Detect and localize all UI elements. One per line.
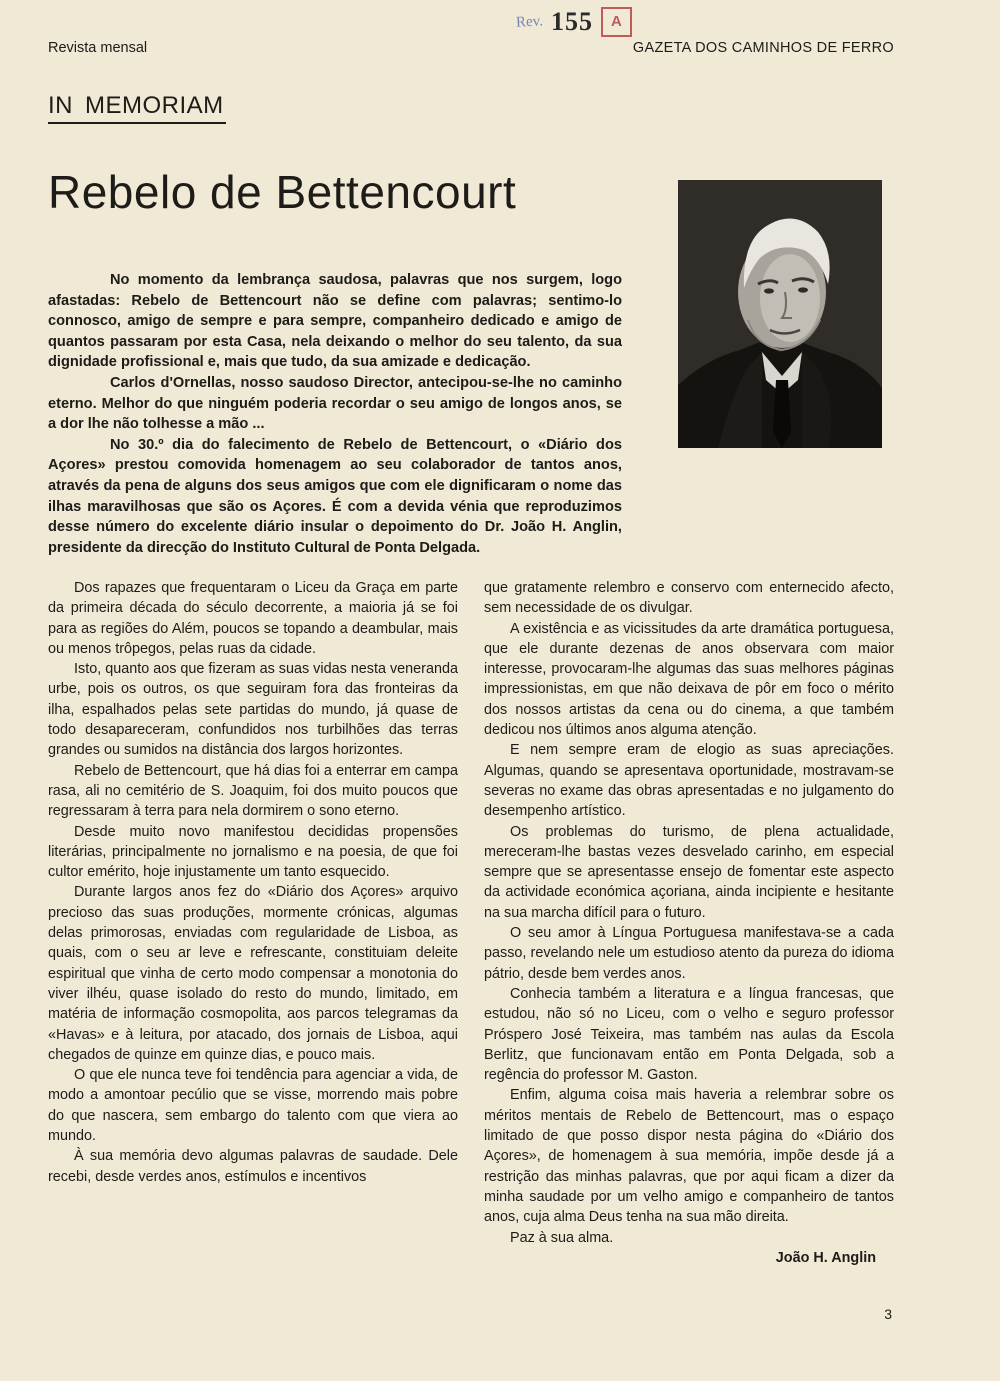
body-paragraph: Enfim, alguma coisa mais haveria a relembrar sobre os méritos mentais de Rebelo de Bettencourt, mas o espaço limitado de que posso dispor nesta página do «Diário dos Açores», de homenagem à sua memória, impõe desde já a restrição das minhas palavras, que por aqui ficam a dizer da minha saudade por um velho amigo e companheiro de tantos anos, cuja alma Deus tenha na sua mão direita. — [484, 1087, 894, 1226]
section-word-1: IN — [48, 92, 73, 119]
intro-paragraph: Carlos d'Ornellas, nosso saudoso Director, antecipou-se-lhe no caminho eterno. Melhor do que ninguém poderia recordar o seu amigo de longos anos, se a dor lhe não tolhesse a mão ... — [48, 374, 622, 433]
header-left: Revista mensal — [48, 40, 148, 56]
body-column-right — [484, 578, 894, 1268]
body-column-left — [48, 578, 458, 1187]
closing-line: Paz à sua alma. — [510, 1229, 614, 1246]
page-number: 3 — [884, 1306, 892, 1322]
stamp-letter: A — [601, 7, 632, 37]
stamp-number: 155 — [550, 7, 593, 36]
body-paragraph: Isto, quanto aos que fizeram as suas vidas nesta veneranda urbe, pois os outros, os que seguiram fora das fronteiras da ilha, espalhados pelas sete partidas do mundo, já quase de todo desapareceram, confundidos nos turbilhões das terras grandes ou sumidos na distância dos largos horizontes. — [48, 661, 458, 759]
section-word-2: MEMORIAM — [85, 92, 224, 119]
author-signature: João H. Anglin — [775, 1249, 876, 1266]
body-paragraph: Desde muito novo manifestou decididas propensões literárias, principalmente no jornalismo e na poesia, de que foi cultor emérito, hoje injustamente um tanto esquecido. — [48, 823, 458, 881]
body-paragraph: À sua memória devo algumas palavras de saudade. Dele recebi, desde verdes anos, estímulos e incentivos — [48, 1148, 458, 1185]
intro-paragraph: No momento da lembrança saudosa, palavras que nos surgem, logo afastadas: Rebelo de Bettencourt não se define com palavras; sentimo-lo connosco, amigo de sempre e para sempre, companheiro dedicado e amigo de quantos passaram por esta Casa, nela deixando o melhor do seu talento, da sua dignidade profissional e, mais que tudo, da sua amizade e dedicação. — [48, 272, 622, 371]
intro-paragraph: No 30.º dia do falecimento de Rebelo de Bettencourt, o «Diário dos Açores» prestou comovida homenagem ao seu colaborador de tantos anos, através da pena de alguns dos seus amigos que com ele dignificaram o nome das ilhas maravilhosas que são os Açores. É com a devida vénia que reproduzimos desse número do excelente diário insular o depoimento do Dr. João H. Anglin, presidente da direcção do Instituto Cultural de Ponta Delgada. — [48, 436, 622, 556]
body-paragraph: O seu amor à Língua Portuguesa manifestava-se a cada passo, revelando nele um estudioso atento da pureza do idioma pátrio, desde bem verdes anos. — [484, 925, 894, 982]
archive-stamp — [516, 6, 632, 38]
body-paragraph: que gratamente relembro e conservo com enternecido afecto, sem necessidade de os divulgar. — [484, 580, 894, 617]
intro-text — [48, 270, 622, 558]
header-right: GAZETA DOS CAMINHOS DE FERRO — [632, 40, 894, 56]
portrait-photo — [678, 180, 882, 448]
body-paragraph: Rebelo de Bettencourt, que há dias foi a enterrar em campa rasa, ali no cemitério de S. Joaquim, foi dos muito poucos que regressaram à terra para nela dormirem o sono eterno. — [48, 762, 458, 820]
body-paragraph: Dos rapazes que frequentaram o Liceu da Graça em parte da primeira década do século decorrente, a maioria já se foi para as regiões do Além, poucos se topando a deambular, mais ou menos trôpegos, pelas ruas da cidade. — [48, 580, 458, 657]
body-paragraph: Durante largos anos fez do «Diário dos Açores» arquivo precioso das suas produções, mormente crónicas, algumas delas primorosas, enviadas com regularidade de Lisboa, as quais, com o seu ar leve e refrescante, constituiam deleite espiritual que vinha de certo modo compensar a monotonia do viver ilhéu, quase isolado do resto do mundo, limitado, em matéria de informação cosmopolita, aos parcos telegramas da «Havas» e à leitura, por atacado, dos jornais de Lisboa, aqui chegados de quinze em quinze dias, e pouco mais. — [48, 884, 458, 1063]
body-paragraph: E nem sempre eram de elogio as suas apreciações. Algumas, quando se apresentava oportunidade, mostravam-se severas no exame das obras apresentadas e no julgamento do desempenho artístico. — [484, 742, 894, 820]
body-paragraph: O que ele nunca teve foi tendência para agenciar a vida, de modo a amontoar pecúlio que se visse, morrendo mais pobre do que nascera, sem embargo do talento com que viera ao mundo. — [48, 1067, 458, 1145]
body-paragraph: A existência e as vicissitudes da arte dramática portuguesa, que ele durante dezenas de anos observara com maior interesse, provocaram-lhe algumas das suas melhores páginas impressionistas, em que não deixava de pôr em foco o mérito dos nossos artistas da cena ou do cinema, a que também dedicou nos últimos anos alguma atenção. — [484, 620, 894, 739]
body-paragraph: Os problemas do turismo, de plena actualidade, mereceram-lhe bastas vezes desvelado carinho, em especial sempre que se apresentasse ensejo de fomentar este aspecto da actividade económica açoriana, ainda incipiente e hesitante na sua marcha difícil para o futuro. — [484, 823, 894, 921]
stamp-rev: Rev. — [515, 12, 544, 31]
article-title: Rebelo de Bettencourt — [48, 166, 517, 218]
body-paragraph: Conhecia também a literatura e a língua francesas, que estudou, não só no Liceu, com o velho e seguro professor Próspero José Teixeira, mas também nas aulas da Escola Berlitz, que funcionavam então em Ponta Delgada, sob a regência do professor M. Gaston. — [484, 985, 894, 1084]
section-heading — [48, 92, 226, 124]
